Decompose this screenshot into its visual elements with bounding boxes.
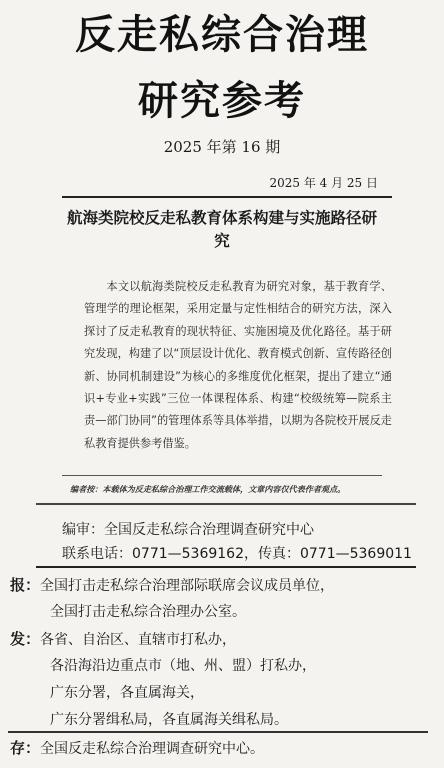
- issue-date: 2025 年 4 月 25 日: [269, 176, 378, 190]
- send-to-value-1: 各省、自治区、直辖市打私办，: [40, 632, 237, 648]
- report-to-label: 报：: [10, 576, 41, 594]
- send-to-label: 发：: [10, 630, 41, 648]
- editor-note: 编者按：本载体为反走私综合治理工作交流载体，文章内容仅代表作者观点。: [70, 484, 346, 494]
- editor-line: [62, 519, 314, 539]
- send-to-line-4: 广东分署缉私局，各直属海关缉私局。: [50, 712, 288, 728]
- report-to-line-2: 全国打击走私综合治理办公室。: [50, 604, 246, 620]
- report-to-line-1: [10, 574, 334, 595]
- masthead-title-line1: 反走私综合治理: [75, 12, 369, 58]
- editor-label: 编审：: [62, 522, 104, 538]
- report-to-value-1: 全国打击走私综合治理部际联席会议成员单位，: [40, 578, 335, 594]
- article-title: 航海类院校反走私教育体系构建与实施路径研究: [66, 208, 377, 250]
- masthead-title-line2: 研究参考: [138, 78, 306, 124]
- phone-label: 联系电话：: [62, 546, 132, 562]
- phone-line: [62, 543, 412, 563]
- editor-value: 全国反走私综合治理调查研究中心: [104, 522, 314, 538]
- issue-number: 2025 年第 16 期: [163, 138, 281, 156]
- send-to-line-2: 各沿海沿边重点市（地、州、盟）打私办，: [50, 658, 316, 674]
- archive-label: 存：: [10, 739, 41, 757]
- send-to-line-1: [10, 628, 236, 649]
- header-divider: [62, 196, 392, 198]
- abstract-divider: [62, 475, 382, 476]
- article-abstract: 本文以航海类院校反走私教育为研究对象，基于教育学、管理学的理论框架，采用定量与定性相结合的研究方法，深入探讨了反走私教育的现状特征、实施困境及优化路径。基于研究发现，构建了以“顶层设计优化、教育模式创新、宣传路径创新、协同机制建设”为核心的多维度优化框架，提出了建立“通识+专业+实践”三位一体课程体系、构建“校级统筹—院系主责—部门协同”的管理体系等具体举措，以期为各院校开展反走私教育提供参考借鉴。: [84, 280, 392, 450]
- distribution-divider: [36, 566, 416, 568]
- archive-divider: [8, 731, 428, 733]
- archive-value: 全国反走私综合治理调查研究中心。: [40, 741, 265, 757]
- archive-line: [10, 737, 264, 758]
- send-to-line-3: 广东分署，各直属海关，: [50, 685, 204, 701]
- contact-divider: [36, 503, 416, 505]
- phone-value: 0771—5369162，传真：0771—5369011: [132, 546, 412, 562]
